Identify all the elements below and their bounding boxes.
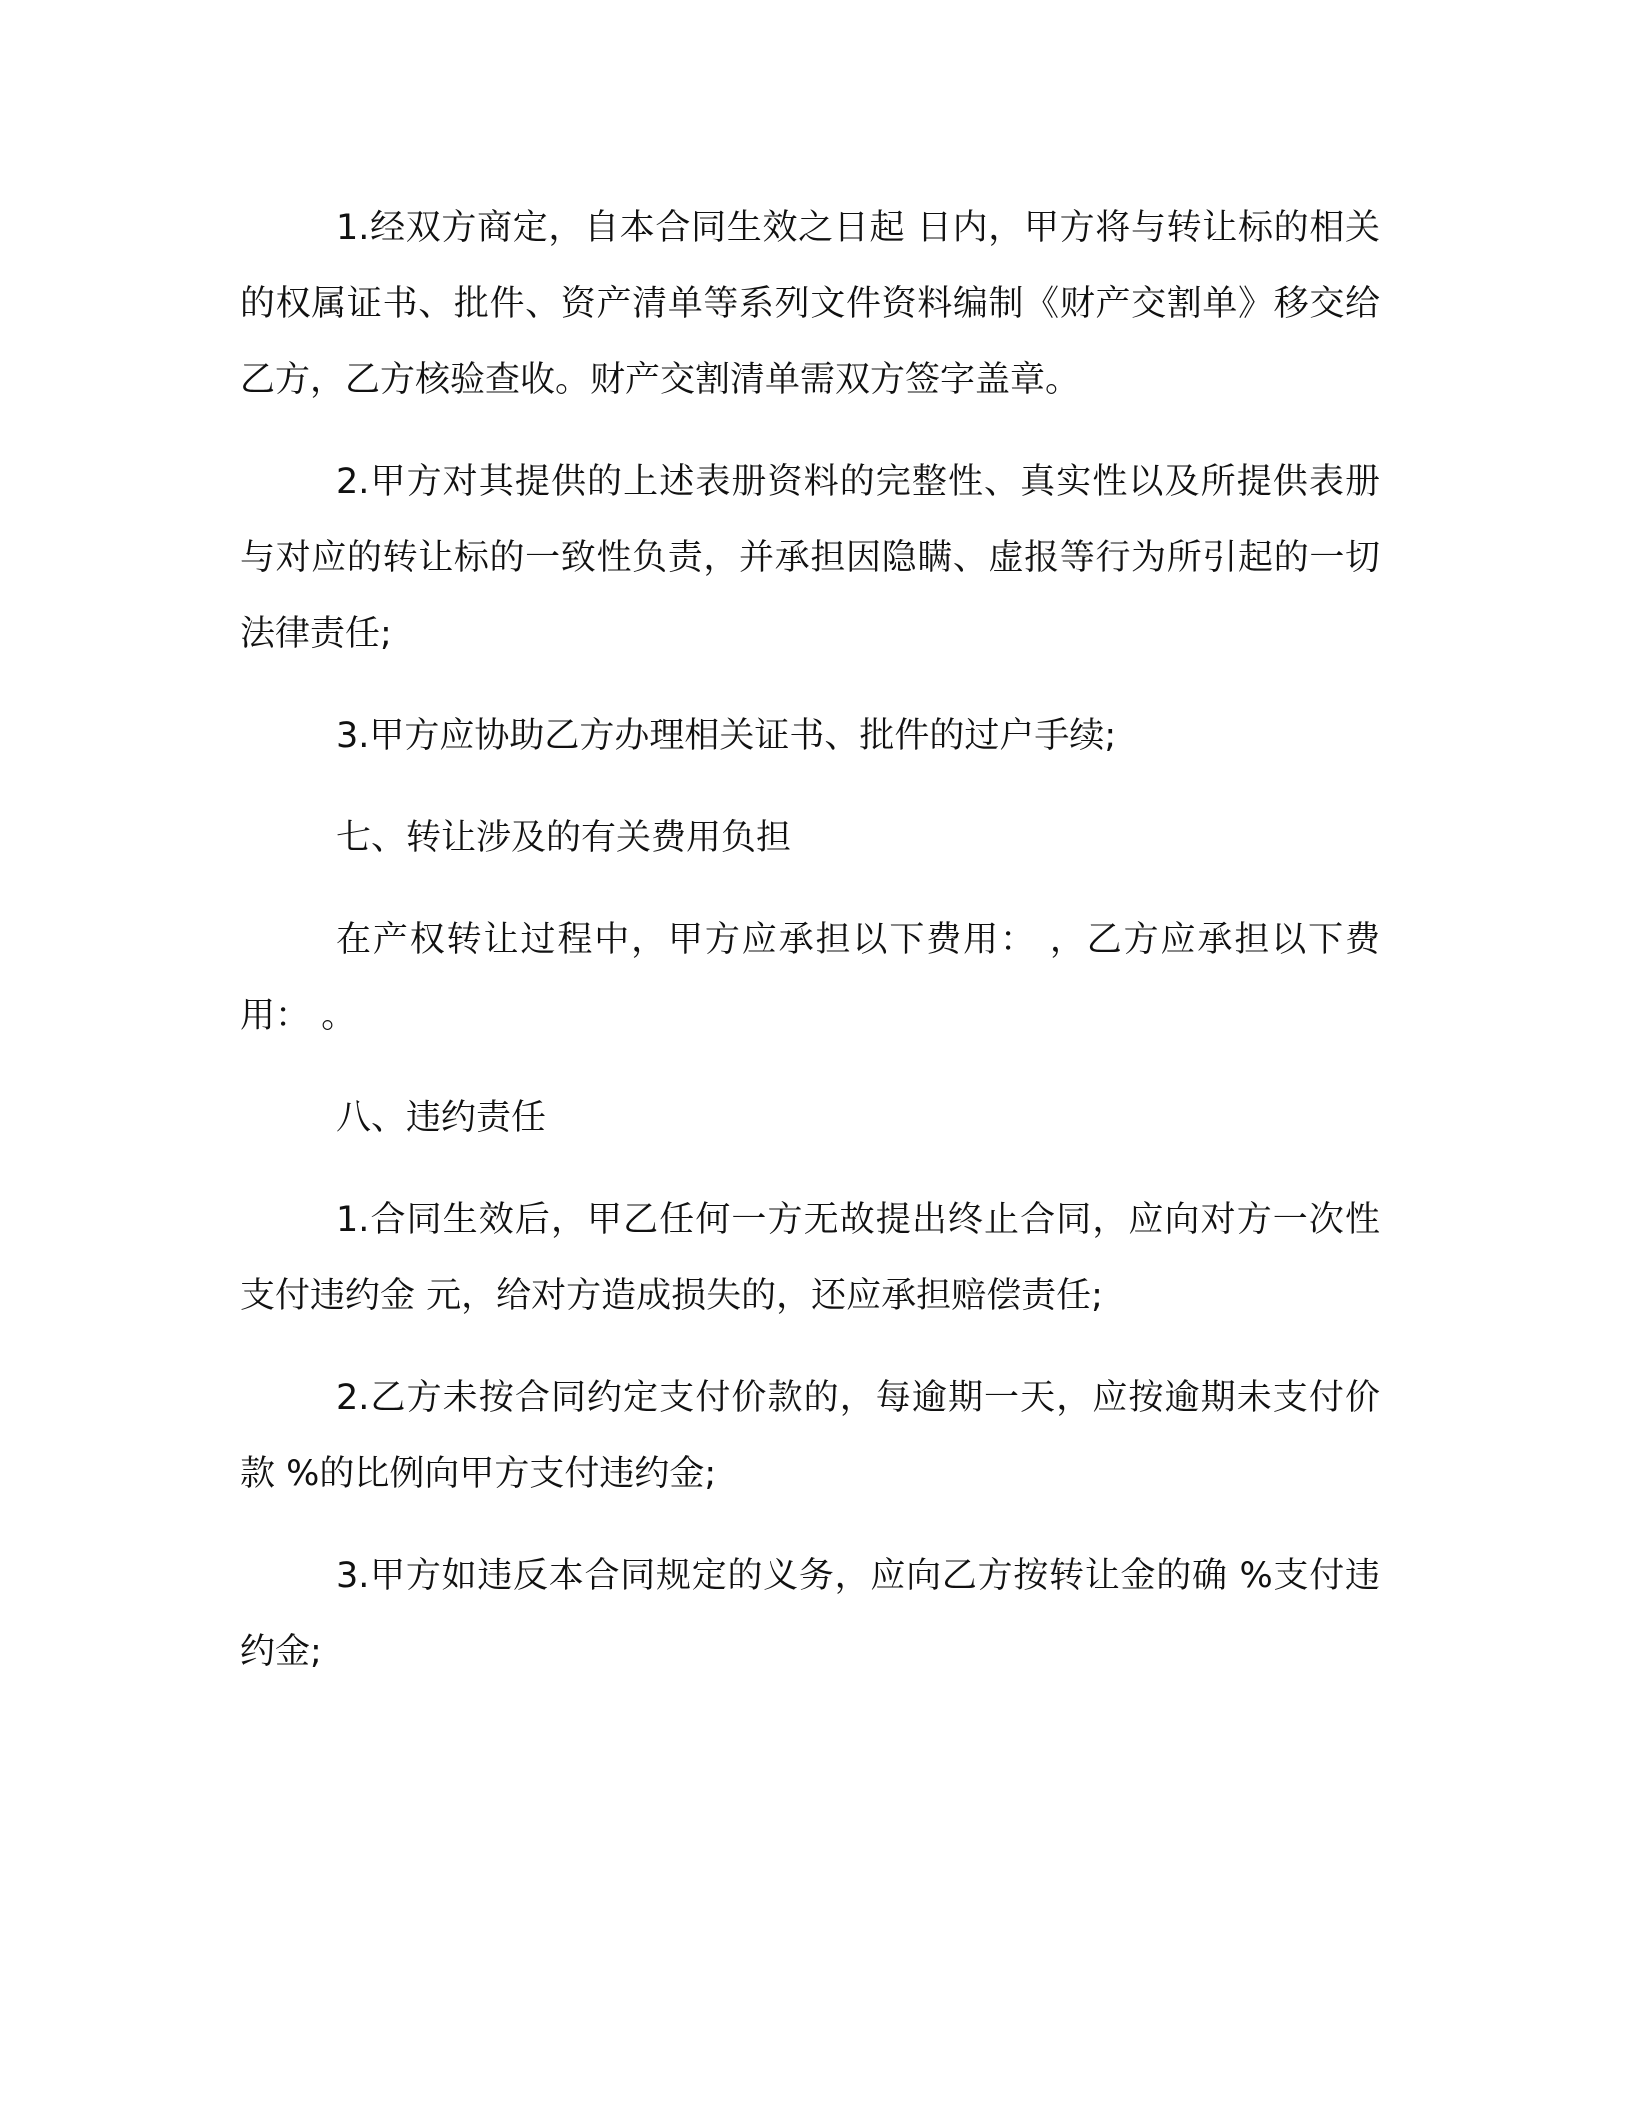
paragraph-late-payment-penalty: 2.乙方未按合同约定支付价款的，每逾期一天，应按逾期未支付价款 %的比例向甲方支付违约金; [240, 1378, 1380, 1494]
paragraph-data-responsibility: 2.甲方对其提供的上述表册资料的完整性、真实性以及所提供表册与对应的转让标的一致性负责，并承担因隐瞒、虚报等行为所引起的一切法律责任; [240, 462, 1380, 654]
section-heading-fees: 七、转让涉及的有关费用负担 [336, 818, 792, 858]
section-heading-liability: 八、违约责任 [336, 1098, 547, 1138]
paragraph-obligation-penalty: 3.甲方如违反本合同规定的义务，应向乙方按转让金的确 %支付违约金; [240, 1556, 1380, 1672]
paragraph-handover-clause: 1.经双方商定，自本合同生效之日起 日内，甲方将与转让标的相关的权属证书、批件、资产清单等系列文件资料编制《财产交割单》移交给乙方，乙方核验查收。财产交割清单需双方签字盖章。 [240, 208, 1380, 400]
paragraph-termination-penalty: 1.合同生效后，甲乙任何一方无故提出终止合同，应向对方一次性支付违约金 元，给对方造成损失的，还应承担赔偿责任; [240, 1200, 1380, 1316]
paragraph-fees: 在产权转让过程中，甲方应承担以下费用： ，乙方应承担以下费用： 。 [240, 920, 1380, 1036]
document-body [240, 190, 1380, 1716]
paragraph-transfer-assistance: 3.甲方应协助乙方办理相关证书、批件的过户手续; [336, 716, 1117, 756]
